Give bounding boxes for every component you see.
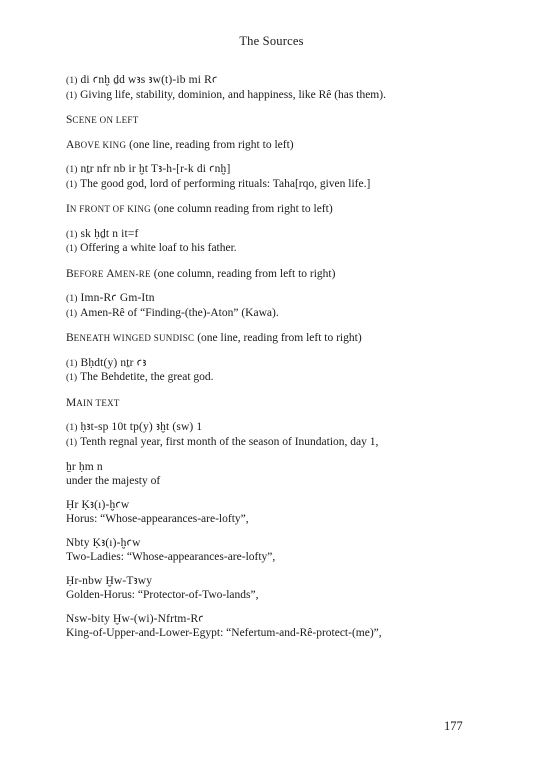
- transliteration-line: [66, 357, 486, 372]
- text-block: [66, 613, 486, 640]
- line-number: (1): [66, 165, 78, 175]
- translation-line: [66, 475, 486, 489]
- transliteration-text: Ḥr Ḳꜣ(ı)-ḫꜥw: [66, 499, 130, 511]
- line-number: (1): [66, 423, 78, 433]
- heading-part: A: [66, 138, 75, 151]
- transliteration-text: Ḥr-nbw Ḫw-Tꜣwy: [66, 575, 153, 587]
- heading-part: N FRONT OF KING: [69, 204, 151, 214]
- section-heading: [66, 397, 486, 411]
- heading-part: B: [66, 267, 74, 280]
- translation-text: Horus: “Whose-appearances-are-lofty”,: [66, 512, 249, 525]
- section-heading: [66, 203, 486, 217]
- section-heading: [66, 139, 486, 153]
- transliteration-text: Nbty Ḳꜣ(ı)-ḫꜥw: [66, 537, 141, 549]
- translation-line: [66, 242, 486, 257]
- translation-line: [66, 307, 486, 322]
- transliteration-text: ḥꜣt-sp 10t tp(y) ꜣḫt (sw) 1: [80, 421, 203, 433]
- page-number: 177: [444, 719, 463, 733]
- translation-text: King-of-Upper-and-Lower-Egypt: “Nefertum-and-Rê-protect-(me)”,: [66, 626, 382, 639]
- text-block: [66, 74, 486, 103]
- translation-text: Amen-Rê of “Finding-(the)-Aton” (Kawa).: [80, 306, 279, 319]
- heading-part: CENE ON LEFT: [72, 115, 139, 125]
- transliteration-line: [66, 74, 486, 89]
- translation-text: Two-Ladies: “Whose-appearances-are-lofty”,: [66, 550, 276, 563]
- translation-line: [66, 89, 486, 104]
- translation-line: [66, 436, 486, 451]
- transliteration-line: [66, 499, 486, 513]
- running-header: The Sources: [239, 34, 304, 48]
- section-heading: [66, 114, 486, 128]
- translation-text: Offering a white loaf to his father.: [80, 242, 237, 254]
- line-number: (1): [66, 308, 78, 319]
- translation-text: The Behdetite, the great god.: [80, 371, 214, 383]
- heading-part: MEN-RE: [114, 268, 151, 279]
- text-block: [66, 575, 486, 602]
- line-number: (1): [66, 244, 78, 254]
- heading-part: (one column reading from right to left): [150, 203, 333, 215]
- transliteration-text: Bḥdt(y) nṯr ꜥꜣ: [80, 356, 147, 369]
- heading-part: EFORE: [73, 268, 107, 279]
- translation-text: Giving life, stability, dominion, and happiness, like Rê (has them).: [80, 88, 386, 101]
- translation-text: under the majesty of: [66, 474, 161, 487]
- text-block: [66, 499, 486, 526]
- transliteration-line: [66, 421, 486, 436]
- transliteration-line: [66, 228, 486, 243]
- transliteration-line: [66, 575, 486, 589]
- main-text: [66, 74, 486, 651]
- translation-line: [66, 551, 486, 565]
- heading-part: B: [66, 332, 74, 344]
- heading-part: (one line, reading from right to left): [126, 138, 294, 151]
- line-number: (1): [66, 437, 78, 448]
- transliteration-line: [66, 537, 486, 551]
- text-block: [66, 421, 486, 450]
- text-block: [66, 537, 486, 564]
- heading-part: (one column, reading from left to right): [150, 267, 336, 280]
- translation-line: [66, 589, 486, 603]
- heading-part: ENEATH WINGED SUNDISC: [73, 333, 195, 343]
- heading-part: AIN TEXT: [76, 397, 120, 408]
- heading-part: S: [66, 114, 73, 126]
- transliteration-text: Imn-Rꜥ Gm-Itn: [80, 292, 155, 304]
- text-block: [66, 292, 486, 321]
- translation-text: Tenth regnal year, first month of the season of Inundation, day 1,: [80, 435, 379, 448]
- line-number: (1): [66, 358, 78, 369]
- text-block: [66, 357, 486, 386]
- heading-part: (one line, reading from left to right): [194, 332, 362, 344]
- transliteration-text: di ꜥnḫ ḏd wꜣs ꜣw(t)-ib mi Rꜥ: [80, 74, 218, 86]
- translation-line: [66, 371, 486, 386]
- transliteration-text: ẖr ḥm n: [66, 461, 103, 473]
- line-number: (1): [66, 229, 78, 240]
- heading-part: BOVE KING: [74, 139, 127, 150]
- translation-line: [66, 513, 486, 527]
- transliteration-text: Nsw-bity Ḫw-(wi)-Nfrtm-Rꜥ: [66, 613, 204, 625]
- text-block: [66, 163, 486, 192]
- heading-part: A: [106, 267, 115, 280]
- line-number: (1): [66, 373, 78, 383]
- section-heading: [66, 268, 486, 282]
- transliteration-text: nṯr nfr nb ir ḫt Tꜣ-h-[r-k di ꜥnḫ]: [80, 163, 231, 175]
- transliteration-text: sk ḥḏt n it=f: [80, 227, 139, 240]
- transliteration-line: [66, 292, 486, 307]
- translation-line: [66, 627, 486, 641]
- line-number: (1): [66, 294, 78, 304]
- heading-part: I: [66, 203, 70, 215]
- text-block: [66, 228, 486, 257]
- translation-text: Golden-Horus: “Protector-of-Two-lands”,: [66, 588, 259, 601]
- section-heading: [66, 332, 486, 346]
- transliteration-line: [66, 163, 486, 178]
- transliteration-line: [66, 613, 486, 627]
- line-number: (1): [66, 90, 78, 101]
- translation-line: [66, 178, 486, 193]
- line-number: (1): [66, 76, 78, 86]
- line-number: (1): [66, 179, 78, 190]
- translation-text: The good god, lord of performing rituals: Taha[rqo, given life.]: [80, 177, 371, 190]
- text-block: [66, 461, 486, 488]
- transliteration-line: [66, 461, 486, 475]
- heading-part: M: [66, 396, 77, 409]
